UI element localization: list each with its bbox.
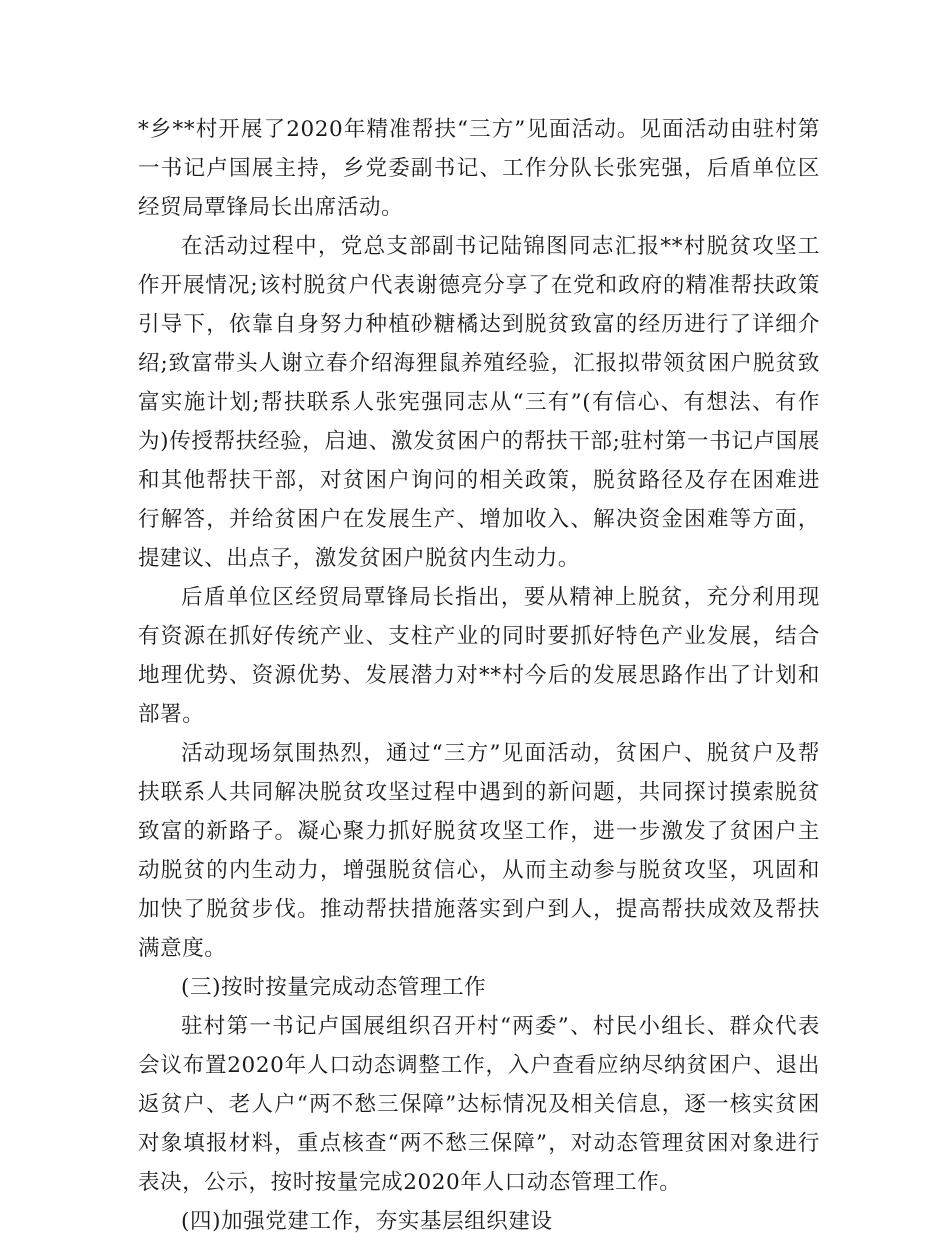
paragraph-activity-atmosphere: 活动现场氛围热烈，通过“三方”见面活动，贫困户、脱贫户及帮扶联系人共同解决脱贫攻坚过程中遇到的新问题，共同探讨摸索脱贫致富的新路子。凝心聚力抓好脱贫攻坚工作，进一步激发了贫困户主动脱贫的内生动力，增强脱贫信心，从而主动参与脱贫攻坚，巩固和加快了脱贫步伐。推动帮扶措施落实到户到人，提高帮扶成效及帮扶满意度。: [138, 741, 820, 961]
paragraph-activity-process: 在活动过程中，党总支部副书记陆锦图同志汇报**村脱贫攻坚工作开展情况;该村脱贫户代表谢德亮分享了在党和政府的精准帮扶政策引导下，依靠自身努力种植砂糖橘达到脱贫致富的经历进行了详细介绍;致富带头人谢立春介绍海狸鼠养殖经验，汇报拟带领贫困户脱贫致富实施计划;帮扶联系人张宪强同志从“三有”(有信心、有想法、有作为)传授帮扶经验，启迪、激发贫困户的帮扶干部;驻村第一书记卢国展和其他帮扶干部，对贫困户询问的相关政策，脱贫路径及存在困难进行解答，并给贫困户在发展生产、增加收入、解决资金困难等方面，提建议、出点子，激发贫困户脱贫内生动力。: [138, 234, 820, 571]
section-heading-dynamic-management: (三)按时按量完成动态管理工作: [181, 975, 487, 1000]
section-heading-party-building: (四)加强党建工作，夯实基层组织建设: [181, 1209, 553, 1234]
paragraph-meeting-intro: *乡**村开展了2020年精准帮扶“三方”见面活动。见面活动由驻村第一书记卢国展主持，乡党委副书记、工作分队长张宪强，后盾单位区经贸局覃锋局长出席活动。: [138, 117, 820, 220]
paragraph-dynamic-management: 驻村第一书记卢国展组织召开村“两委”、村民小组长、群众代表会议布置2020年人口动态调整工作，入户查看应纳尽纳贫困户、退出返贫户、老人户“两不愁三保障”达标情况及相关信息，逐一核实贫困对象填报材料，重点核查“两不愁三保障”，对动态管理贫困对象进行表决，公示，按时按量完成2020年人口动态管理工作。: [138, 1014, 820, 1195]
paragraph-bureau-director-remarks: 后盾单位区经贸局覃锋局长指出，要从精神上脱贫，充分利用现有资源在抓好传统产业、支柱产业的同时要抓好特色产业发展，结合地理优势、资源优势、发展潜力对**村今后的发展思路作出了计划和部署。: [138, 585, 820, 727]
document-body: [138, 110, 820, 1241]
